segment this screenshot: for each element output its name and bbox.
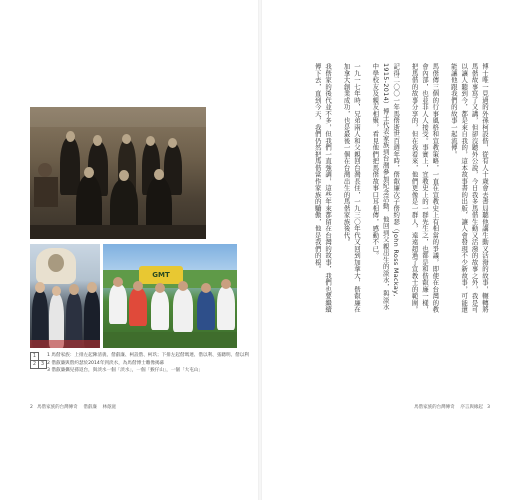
left-running-title: 馬偕家族的台灣傳奇 [37,405,78,410]
caption-line-3: 3 偕叡廉攜兒孫返台，與淡水一個「淡水」，一個「猴仔山」，一個「大屯山」 [47,368,203,373]
photo-captions [47,352,247,375]
left-page-number: 2 [30,405,33,410]
paragraph: 我偕家的後代並不多，但我們一直強調，這些年來都留在台灣的故事，我們也要繼續傳下去，直到今天，我們仍然把馬偕當作家族的驕傲，他是我們的根。 [313,63,333,313]
right-section-title: 序言與緣起 [460,405,483,410]
left-coauthor: 林蔭庭 [102,405,117,410]
caption-number-3: 3 [38,360,47,369]
paragraph: 記得二〇〇一年馬偕逝世百週年時，偕叡廉次子偕約瑟（John Ross Mackay, 1915-2014）博士代表家族到台灣參加紀念活動，他回到父親出生的淡水，與淡水中學校友及親友相聚，看見他們把馬偕故事口耳相傳，感動不已。 [371,63,401,311]
caption-number-1: 1 [30,352,39,361]
caption-line-1: 1 馬偕家族：上排左起陳清義、偕叡廉、柯設偕、柯玖；下排左起偕瑪連、偕以利、張聰明、偕以利 [47,353,249,358]
group-outdoor-photo [103,244,237,348]
caption-line-2: 2 偕叡廉與偕約瑟於2014年到淡水，為馬偕博士雕像揭幕 [47,360,165,366]
right-page-number: 3 [487,405,490,410]
right-page [262,0,520,500]
right-folio [414,404,490,410]
paragraph: 博士唯一見過的外孫柯設偕，從有人十歲會去書局聽他講生動又活潑的故事，輾轉將馬偕故事寫了又講，但卻沒聽外公說，今日我多馬偕生動又活潑的故事之外，我是可以讓人聽到今，都是來自我的，這本故事書的出版，讓人會發現不少新故事，可能還能讓他跟我們的故事一起流傳。 [449,63,489,313]
right-running-title: 馬偕家族的台灣傳奇 [414,405,455,410]
left-folio [30,404,116,410]
group-banner: GMT [139,266,183,284]
left-page [0,0,258,500]
body-text-vertical [290,63,490,315]
paragraph: 一九一七年時，兄弟兩人和父親回台灣長住，一九三〇年代又回到加拿大，偕叡廉在加拿大創業成功，也是最後一個在台灣出生的馬偕家族後代。 [342,63,361,313]
paragraph: 馬偕傳三個的行事風格和宣教策略，一直在宣教史上有相當的爭議，即使在台灣的教會內部，也並非人人接受。事實上，宣教史上的一群先生之，也都是和偕叡廉一樣，把馬偕的故事分享的，但在我看來，他們更像是一群人，遠遠超過了宣教士的範圍。 [410,63,440,313]
family-portrait-photo [30,107,206,239]
official-ceremony-photo [30,244,100,348]
caption-number-2: 2 [30,360,39,369]
left-author: 偕叡廉 [83,405,97,410]
